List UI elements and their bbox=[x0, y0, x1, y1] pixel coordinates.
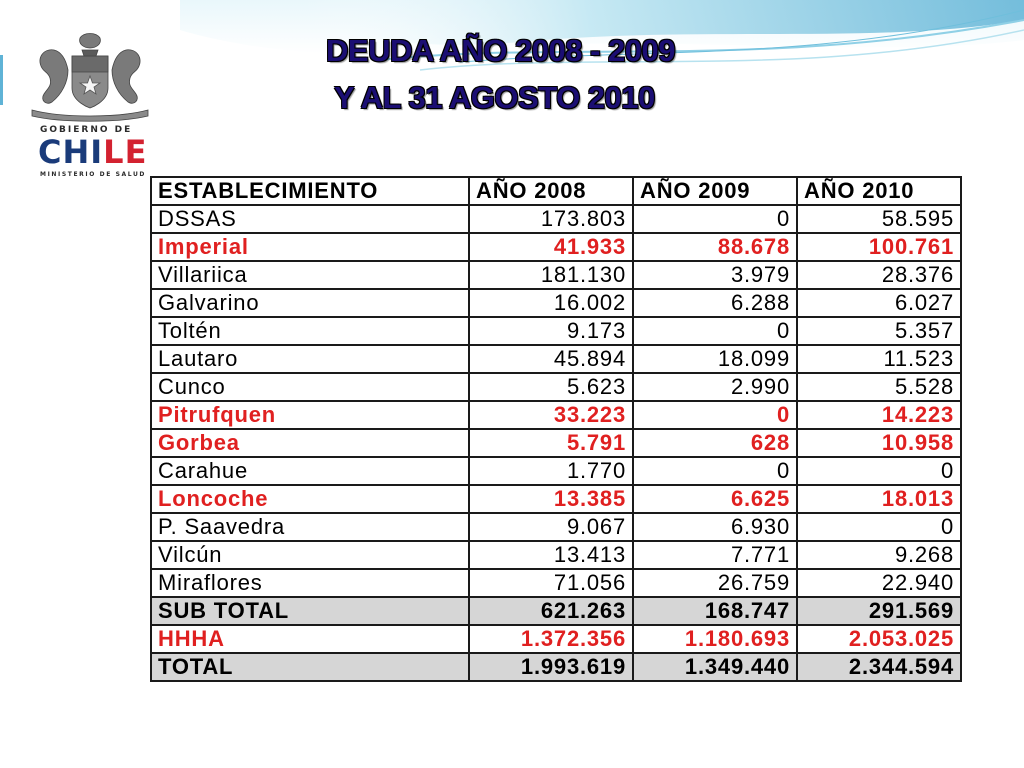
establishment-cell: P. Saavedra bbox=[151, 513, 469, 541]
table-row bbox=[151, 513, 961, 541]
value-2009-cell: 0 bbox=[633, 205, 797, 233]
header-year-2010: AÑO 2010 bbox=[797, 177, 961, 205]
logo-ministry-label: MINISTERIO DE SALUD bbox=[40, 171, 147, 178]
logo-country-part-blue: CHI bbox=[38, 133, 104, 171]
value-2008-cell: 9.173 bbox=[469, 317, 633, 345]
establishment-cell: TOTAL bbox=[151, 653, 469, 681]
header-establecimiento: ESTABLECIMIENTO bbox=[151, 177, 469, 205]
establishment-cell: DSSAS bbox=[151, 205, 469, 233]
value-2009-cell: 168.747 bbox=[633, 597, 797, 625]
value-2008-cell: 13.385 bbox=[469, 485, 633, 513]
value-2008-cell: 621.263 bbox=[469, 597, 633, 625]
table-row bbox=[151, 597, 961, 625]
value-2009-cell: 6.930 bbox=[633, 513, 797, 541]
value-2009-cell: 3.979 bbox=[633, 261, 797, 289]
establishment-cell: Vilcún bbox=[151, 541, 469, 569]
value-2008-cell: 16.002 bbox=[469, 289, 633, 317]
value-2010-cell: 291.569 bbox=[797, 597, 961, 625]
value-2010-cell: 2.344.594 bbox=[797, 653, 961, 681]
value-2010-cell: 5.357 bbox=[797, 317, 961, 345]
establishment-cell: Carahue bbox=[151, 457, 469, 485]
value-2010-cell: 10.958 bbox=[797, 429, 961, 457]
table-row bbox=[151, 401, 961, 429]
establishment-cell: SUB TOTAL bbox=[151, 597, 469, 625]
value-2010-cell: 0 bbox=[797, 513, 961, 541]
value-2010-cell: 6.027 bbox=[797, 289, 961, 317]
value-2008-cell: 45.894 bbox=[469, 345, 633, 373]
value-2010-cell: 58.595 bbox=[797, 205, 961, 233]
value-2009-cell: 0 bbox=[633, 457, 797, 485]
logo-country-label bbox=[38, 133, 148, 171]
value-2010-cell: 5.528 bbox=[797, 373, 961, 401]
value-2009-cell: 2.990 bbox=[633, 373, 797, 401]
establishment-cell: Toltén bbox=[151, 317, 469, 345]
value-2010-cell: 22.940 bbox=[797, 569, 961, 597]
table-row bbox=[151, 317, 961, 345]
value-2008-cell: 71.056 bbox=[469, 569, 633, 597]
debt-table bbox=[150, 176, 962, 682]
header-year-2009: AÑO 2009 bbox=[633, 177, 797, 205]
value-2008-cell: 173.803 bbox=[469, 205, 633, 233]
logo-government-label: GOBIERNO DE bbox=[40, 125, 133, 135]
value-2008-cell: 33.223 bbox=[469, 401, 633, 429]
value-2008-cell: 181.130 bbox=[469, 261, 633, 289]
value-2009-cell: 0 bbox=[633, 401, 797, 429]
table-row bbox=[151, 261, 961, 289]
value-2010-cell: 11.523 bbox=[797, 345, 961, 373]
page-title-line1: DEUDA AÑO 2008 - 2009 bbox=[326, 33, 676, 68]
establishment-cell: Cunco bbox=[151, 373, 469, 401]
establishment-cell: Pitrufquen bbox=[151, 401, 469, 429]
value-2010-cell: 28.376 bbox=[797, 261, 961, 289]
establishment-cell: Miraflores bbox=[151, 569, 469, 597]
value-2009-cell: 1.180.693 bbox=[633, 625, 797, 653]
establishment-cell: Loncoche bbox=[151, 485, 469, 513]
table-row bbox=[151, 373, 961, 401]
table-row bbox=[151, 429, 961, 457]
value-2010-cell: 18.013 bbox=[797, 485, 961, 513]
table-row bbox=[151, 485, 961, 513]
establishment-cell: HHHA bbox=[151, 625, 469, 653]
establishment-cell: Galvarino bbox=[151, 289, 469, 317]
value-2008-cell: 5.791 bbox=[469, 429, 633, 457]
value-2008-cell: 13.413 bbox=[469, 541, 633, 569]
value-2009-cell: 6.288 bbox=[633, 289, 797, 317]
value-2009-cell: 88.678 bbox=[633, 233, 797, 261]
table-row bbox=[151, 233, 961, 261]
value-2009-cell: 628 bbox=[633, 429, 797, 457]
logo-country-part-red: LE bbox=[103, 133, 148, 171]
table-row bbox=[151, 541, 961, 569]
value-2010-cell: 2.053.025 bbox=[797, 625, 961, 653]
value-2008-cell: 9.067 bbox=[469, 513, 633, 541]
chile-coat-of-arms-icon bbox=[22, 28, 158, 123]
value-2009-cell: 1.349.440 bbox=[633, 653, 797, 681]
header-year-2008: AÑO 2008 bbox=[469, 177, 633, 205]
page-title-line2: Y AL 31 AGOSTO 2010 bbox=[334, 80, 655, 115]
value-2010-cell: 14.223 bbox=[797, 401, 961, 429]
table-row bbox=[151, 289, 961, 317]
value-2008-cell: 1.770 bbox=[469, 457, 633, 485]
establishment-cell: Imperial bbox=[151, 233, 469, 261]
value-2009-cell: 26.759 bbox=[633, 569, 797, 597]
value-2009-cell: 6.625 bbox=[633, 485, 797, 513]
value-2008-cell: 5.623 bbox=[469, 373, 633, 401]
value-2009-cell: 0 bbox=[633, 317, 797, 345]
table-row bbox=[151, 653, 961, 681]
value-2008-cell: 1.372.356 bbox=[469, 625, 633, 653]
value-2010-cell: 0 bbox=[797, 457, 961, 485]
table-row bbox=[151, 345, 961, 373]
table-body bbox=[151, 205, 961, 681]
value-2010-cell: 9.268 bbox=[797, 541, 961, 569]
value-2008-cell: 41.933 bbox=[469, 233, 633, 261]
table-row bbox=[151, 205, 961, 233]
value-2009-cell: 18.099 bbox=[633, 345, 797, 373]
value-2008-cell: 1.993.619 bbox=[469, 653, 633, 681]
value-2009-cell: 7.771 bbox=[633, 541, 797, 569]
table-row bbox=[151, 625, 961, 653]
table-header-row bbox=[151, 177, 961, 205]
value-2010-cell: 100.761 bbox=[797, 233, 961, 261]
establishment-cell: Gorbea bbox=[151, 429, 469, 457]
table-row bbox=[151, 457, 961, 485]
establishment-cell: Villariica bbox=[151, 261, 469, 289]
table-row bbox=[151, 569, 961, 597]
logo-country-text bbox=[38, 133, 147, 171]
establishment-cell: Lautaro bbox=[151, 345, 469, 373]
